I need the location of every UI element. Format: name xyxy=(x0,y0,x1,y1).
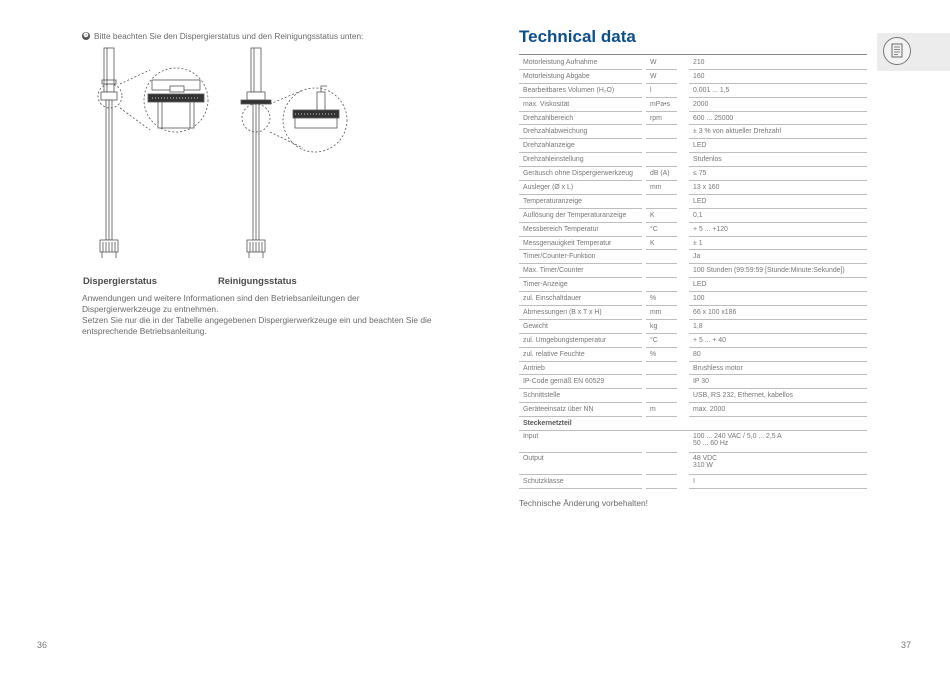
row-value: USB, RS 232, Ethernet, kabellos xyxy=(689,389,867,403)
row-label: Max. Timer/Counter xyxy=(519,264,642,278)
body-paragraph xyxy=(82,293,437,337)
table-row xyxy=(519,292,867,306)
instruction-note xyxy=(82,31,363,41)
row-unit: m xyxy=(646,403,677,417)
row-label: zul. Einschaltdauer xyxy=(519,292,642,306)
row-value: LED xyxy=(689,139,867,153)
table-row xyxy=(519,223,867,237)
section-title: Steckernetzteil xyxy=(519,417,867,431)
row-label: Drehzahleinstellung xyxy=(519,153,642,167)
caption-dispersing-status: Dispergierstatus xyxy=(83,275,157,286)
table-row xyxy=(519,195,867,209)
row-unit: K xyxy=(646,209,677,223)
row-label: Timer/Counter-Funktion xyxy=(519,250,642,264)
table-row xyxy=(519,320,867,334)
row-value: 48 VDC 310 W xyxy=(689,453,867,475)
row-unit: W xyxy=(646,56,677,70)
table-row-schutzklasse xyxy=(519,475,867,489)
caption-cleaning-status: Reinigungsstatus xyxy=(218,275,297,286)
row-label: Input xyxy=(519,431,642,453)
paragraph-tools: Setzen Sie nur die in der Tabelle angegebenen Dispergierwerkzeuge ein und beachten Sie die entsprechende Betriebsanleitung. xyxy=(82,315,432,336)
row-label: Drehzahlbereich xyxy=(519,112,642,126)
row-value: 1,8 xyxy=(689,320,867,334)
row-unit xyxy=(646,375,677,389)
row-value: ± 3 % von aktueller Drehzahl xyxy=(689,125,867,139)
row-label: Drehzahlabweichung xyxy=(519,125,642,139)
title-divider xyxy=(519,54,867,55)
table-row xyxy=(519,250,867,264)
row-value: 80 xyxy=(689,348,867,362)
row-label: Temperaturanzeige xyxy=(519,195,642,209)
row-value: LED xyxy=(689,278,867,292)
table-row xyxy=(519,153,867,167)
row-unit: dB (A) xyxy=(646,167,677,181)
row-label: Motorleistung Abgabe xyxy=(519,70,642,84)
step-number-icon: ❹ xyxy=(83,33,89,39)
table-row xyxy=(519,334,867,348)
table-row-input xyxy=(519,431,867,453)
row-value: LED xyxy=(689,195,867,209)
row-value: ± 1 xyxy=(689,237,867,251)
footer-note: Technische Änderung vorbehalten! xyxy=(519,498,648,508)
table-row xyxy=(519,264,867,278)
row-unit: % xyxy=(646,292,677,306)
table-row xyxy=(519,167,867,181)
table-row xyxy=(519,112,867,126)
table-row xyxy=(519,278,867,292)
page-title: Technical data xyxy=(519,27,636,46)
table-row xyxy=(519,306,867,320)
row-label: Auflösung der Temperaturanzeige xyxy=(519,209,642,223)
row-unit: % xyxy=(646,348,677,362)
row-label: Messgenauigkeit Temperatur xyxy=(519,237,642,251)
table-row xyxy=(519,403,867,417)
row-label: Output xyxy=(519,453,642,475)
row-value: 100 ... 240 VAC / 5,0 ... 2,5 A 50 ... 60 Hz xyxy=(689,431,867,453)
row-value: 600 ... 25000 xyxy=(689,112,867,126)
table-row xyxy=(519,125,867,139)
row-unit xyxy=(646,250,677,264)
table-row xyxy=(519,362,867,376)
row-label: Timer-Anzeige xyxy=(519,278,642,292)
row-label: Geräusch ohne Dispergierwerkzeug xyxy=(519,167,642,181)
row-label: zul. relative Feuchte xyxy=(519,348,642,362)
row-unit xyxy=(646,139,677,153)
page-number-right: 37 xyxy=(901,640,912,650)
table-row xyxy=(519,375,867,389)
row-value: Stufenlos xyxy=(689,153,867,167)
dispersing-status-illustration xyxy=(90,44,215,269)
row-unit xyxy=(646,278,677,292)
row-label: Schnittstelle xyxy=(519,389,642,403)
row-value: Ja xyxy=(689,250,867,264)
row-label: Ausleger (Ø x L) xyxy=(519,181,642,195)
row-unit xyxy=(646,153,677,167)
row-unit: mPa•s xyxy=(646,98,677,112)
row-unit xyxy=(646,264,677,278)
table-row xyxy=(519,98,867,112)
row-label: max. Viskosität xyxy=(519,98,642,112)
row-label: Messbereich Temperatur xyxy=(519,223,642,237)
row-label: Schutzklasse xyxy=(519,475,642,489)
row-label: Geräteeinsatz über NN xyxy=(519,403,642,417)
table-row xyxy=(519,181,867,195)
table-row xyxy=(519,56,867,70)
row-value: 100 xyxy=(689,292,867,306)
document-icon xyxy=(883,37,911,65)
row-label: Antrieb xyxy=(519,362,642,376)
table-row-output xyxy=(519,453,867,475)
table-row xyxy=(519,348,867,362)
row-unit xyxy=(646,125,677,139)
row-label: Abmessungen (B x T x H) xyxy=(519,306,642,320)
row-value: Brushless motor xyxy=(689,362,867,376)
table-row xyxy=(519,237,867,251)
row-label: IP-Code gemäß EN 60529 xyxy=(519,375,642,389)
table-row xyxy=(519,139,867,153)
row-value: 0,001 ... 1,5 xyxy=(689,84,867,98)
paragraph-applications: Anwendungen und weitere Informationen sind den Betriebsanleitungen der Dispergierwerkzeuge zu entnehmen. xyxy=(82,293,360,314)
row-unit: kg xyxy=(646,320,677,334)
row-value: max. 2000 xyxy=(689,403,867,417)
table-row xyxy=(519,70,867,84)
row-value: 100 Stunden (99:59:59 [Stunde:Minute:Sekunde]) xyxy=(689,264,867,278)
table-row xyxy=(519,389,867,403)
row-value: 66 x 100 x186 xyxy=(689,306,867,320)
table-row xyxy=(519,209,867,223)
row-label: Motorleistung Aufnahme xyxy=(519,56,642,70)
row-unit: mm xyxy=(646,181,677,195)
section-row-power-supply xyxy=(519,417,867,431)
row-value: 0,1 xyxy=(689,209,867,223)
row-value: ≤ 75 xyxy=(689,167,867,181)
row-value: 210 xyxy=(689,56,867,70)
row-value: 160 xyxy=(689,70,867,84)
row-label: Drehzahlanzeige xyxy=(519,139,642,153)
row-label: Gewicht xyxy=(519,320,642,334)
row-unit: rpm xyxy=(646,112,677,126)
row-unit xyxy=(646,362,677,376)
row-unit: K xyxy=(646,237,677,251)
row-label: zul. Umgebungstemperatur xyxy=(519,334,642,348)
row-value: 2000 xyxy=(689,98,867,112)
row-unit: mm xyxy=(646,306,677,320)
row-value: + 5 ... +120 xyxy=(689,223,867,237)
cleaning-status-illustration xyxy=(225,44,355,269)
row-value: IP 30 xyxy=(689,375,867,389)
row-unit xyxy=(646,195,677,209)
row-unit: °C xyxy=(646,334,677,348)
note-text: Bitte beachten Sie den Dispergierstatus und den Reinigungsstatus unten: xyxy=(94,31,364,41)
row-unit xyxy=(646,389,677,403)
row-value: + 5 ... + 40 xyxy=(689,334,867,348)
page-number-left: 36 xyxy=(37,640,48,650)
row-unit: l xyxy=(646,84,677,98)
table-row xyxy=(519,84,867,98)
row-unit: W xyxy=(646,70,677,84)
row-value: 13 x 160 xyxy=(689,181,867,195)
technical-data-table xyxy=(519,56,867,489)
row-label: Bearbeitbares Volumen (H₂O) xyxy=(519,84,642,98)
row-value: I xyxy=(689,475,867,489)
row-unit: °C xyxy=(646,223,677,237)
